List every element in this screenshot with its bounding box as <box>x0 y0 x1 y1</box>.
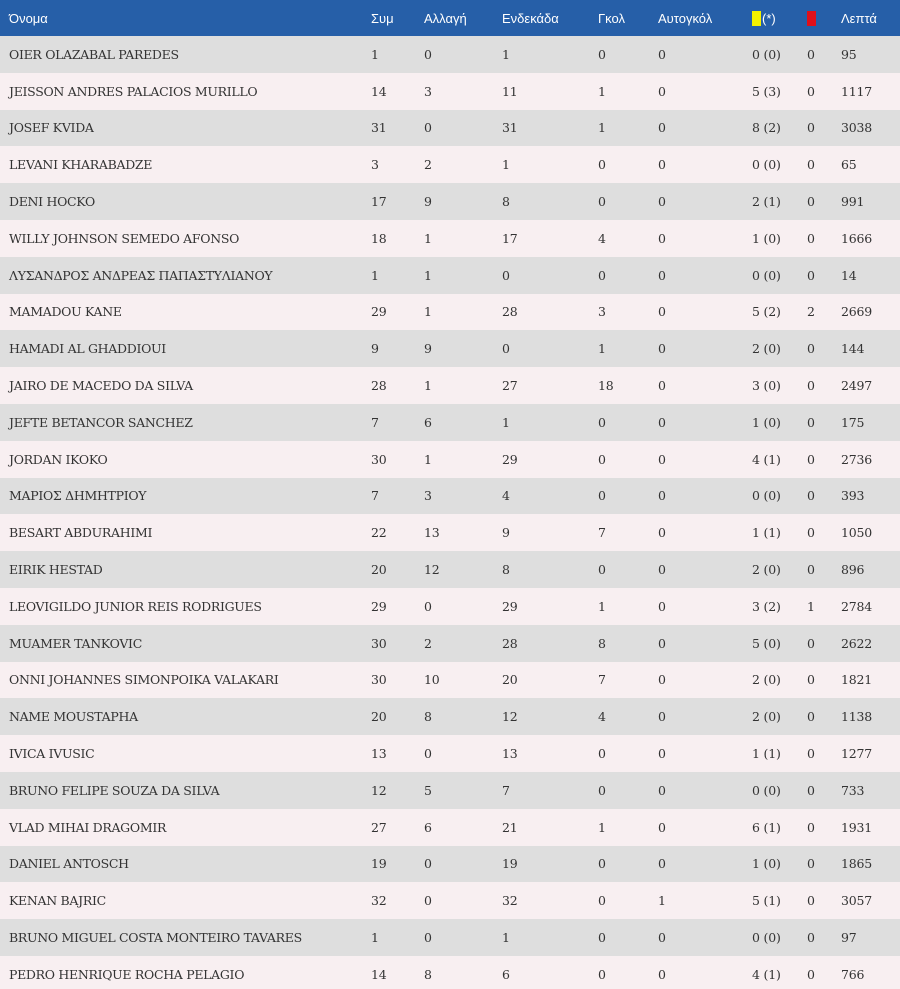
player-name[interactable]: JORDAN IKOKO <box>9 451 108 467</box>
table-row <box>0 110 900 147</box>
appearances-cell: 1 <box>371 46 379 62</box>
own-goals-cell: 0 <box>658 83 666 99</box>
starts-cell: 29 <box>502 451 518 467</box>
substitutions-cell: 1 <box>424 304 432 320</box>
substitutions-cell: 1 <box>424 378 432 394</box>
starts-cell: 11 <box>502 83 518 99</box>
appearances-cell: 29 <box>371 304 387 320</box>
player-name[interactable]: IVICA IVUSIC <box>9 746 95 762</box>
yellow-cards-cell: 5 (1) <box>752 893 781 909</box>
table-row <box>0 478 900 515</box>
header-substitutions[interactable]: Αλλαγή <box>424 10 467 26</box>
red-cards-cell: 0 <box>807 819 815 835</box>
appearances-cell: 14 <box>371 966 387 982</box>
header-starts[interactable]: Ενδεκάδα <box>502 10 559 26</box>
minutes-cell: 991 <box>841 194 865 210</box>
yellow-cards-cell: 1 (1) <box>752 525 781 541</box>
table-row <box>0 956 900 989</box>
red-cards-cell: 0 <box>807 230 815 246</box>
own-goals-cell: 0 <box>658 598 666 614</box>
appearances-cell: 13 <box>371 746 387 762</box>
own-goals-cell: 0 <box>658 488 666 504</box>
red-cards-cell: 0 <box>807 83 815 99</box>
starts-cell: 8 <box>502 562 510 578</box>
appearances-cell: 27 <box>371 819 387 835</box>
table-row <box>0 183 900 220</box>
red-card-icon <box>807 11 816 26</box>
table-row <box>0 367 900 404</box>
table-row <box>0 294 900 331</box>
own-goals-cell: 0 <box>658 709 666 725</box>
table-row <box>0 441 900 478</box>
table-row <box>0 551 900 588</box>
player-name[interactable]: MAMADOU KANE <box>9 304 122 320</box>
minutes-cell: 1865 <box>841 856 873 872</box>
goals-cell: 0 <box>598 488 606 504</box>
yellow-cards-cell: 6 (1) <box>752 819 781 835</box>
minutes-cell: 14 <box>841 267 857 283</box>
starts-cell: 21 <box>502 819 518 835</box>
starts-cell: 31 <box>502 120 518 136</box>
header-own-goals[interactable]: Αυτογκόλ <box>658 10 713 26</box>
goals-cell: 0 <box>598 194 606 210</box>
table-row <box>0 698 900 735</box>
appearances-cell: 9 <box>371 341 379 357</box>
substitutions-cell: 8 <box>424 709 432 725</box>
player-name[interactable]: PEDRO HENRIQUE ROCHA PELAGIO <box>9 966 245 982</box>
table-row <box>0 330 900 367</box>
goals-cell: 1 <box>598 598 606 614</box>
red-cards-cell: 0 <box>807 672 815 688</box>
appearances-cell: 20 <box>371 562 387 578</box>
player-name[interactable]: BRUNO FELIPE SOUZA DA SILVA <box>9 782 220 798</box>
appearances-cell: 7 <box>371 414 379 430</box>
own-goals-cell: 0 <box>658 120 666 136</box>
starts-cell: 32 <box>502 893 518 909</box>
appearances-cell: 3 <box>371 157 379 173</box>
table-row <box>0 514 900 551</box>
minutes-cell: 144 <box>841 341 865 357</box>
own-goals-cell: 0 <box>658 966 666 982</box>
red-cards-cell: 0 <box>807 451 815 467</box>
substitutions-cell: 5 <box>424 782 432 798</box>
yellow-cards-cell: 5 (3) <box>752 83 781 99</box>
yellow-cards-cell: 0 (0) <box>752 488 781 504</box>
starts-cell: 27 <box>502 378 518 394</box>
table-row <box>0 73 900 110</box>
substitutions-cell: 3 <box>424 488 432 504</box>
player-name[interactable]: ΜΑΡΙΟΣ ΔΗΜΗΤΡΙΟΥ <box>9 488 147 504</box>
minutes-cell: 65 <box>841 157 857 173</box>
starts-cell: 0 <box>502 267 510 283</box>
goals-cell: 3 <box>598 304 606 320</box>
own-goals-cell: 0 <box>658 46 666 62</box>
table-row <box>0 588 900 625</box>
goals-cell: 0 <box>598 562 606 578</box>
yellow-cards-cell: 0 (0) <box>752 782 781 798</box>
minutes-cell: 2669 <box>841 304 873 320</box>
player-name[interactable]: JAIRO DE MACEDO DA SILVA <box>9 378 193 394</box>
yellow-cards-cell: 0 (0) <box>752 157 781 173</box>
yellow-cards-cell: 2 (0) <box>752 341 781 357</box>
goals-cell: 0 <box>598 267 606 283</box>
table-row <box>0 882 900 919</box>
goals-cell: 4 <box>598 230 606 246</box>
substitutions-cell: 13 <box>424 525 440 541</box>
starts-cell: 28 <box>502 635 518 651</box>
substitutions-cell: 0 <box>424 746 432 762</box>
table-body <box>0 36 900 989</box>
yellow-cards-cell: 2 (0) <box>752 562 781 578</box>
player-name[interactable]: OIER OLAZABAL PAREDES <box>9 46 179 62</box>
appearances-cell: 30 <box>371 672 387 688</box>
substitutions-cell: 8 <box>424 966 432 982</box>
substitutions-cell: 0 <box>424 120 432 136</box>
header-minutes[interactable]: Λεπτά <box>841 10 877 26</box>
red-cards-cell: 0 <box>807 157 815 173</box>
player-name[interactable]: WILLY JOHNSON SEMEDO AFONSO <box>9 230 240 246</box>
player-name[interactable]: HAMADI AL GHADDIOUI <box>9 341 166 357</box>
yellow-cards-cell: 5 (0) <box>752 635 781 651</box>
yellow-card-icon <box>752 11 761 26</box>
yellow-cards-cell: 1 (0) <box>752 856 781 872</box>
own-goals-cell: 0 <box>658 856 666 872</box>
minutes-cell: 733 <box>841 782 865 798</box>
minutes-cell: 175 <box>841 414 865 430</box>
substitutions-cell: 2 <box>424 635 432 651</box>
goals-cell: 0 <box>598 856 606 872</box>
table-row <box>0 404 900 441</box>
goals-cell: 0 <box>598 414 606 430</box>
starts-cell: 20 <box>502 672 518 688</box>
appearances-cell: 18 <box>371 230 387 246</box>
yellow-cards-cell: 3 (2) <box>752 598 781 614</box>
starts-cell: 12 <box>502 709 518 725</box>
red-cards-cell: 0 <box>807 746 815 762</box>
appearances-cell: 14 <box>371 83 387 99</box>
goals-cell: 0 <box>598 893 606 909</box>
minutes-cell: 1821 <box>841 672 873 688</box>
substitutions-cell: 0 <box>424 46 432 62</box>
goals-cell: 4 <box>598 709 606 725</box>
goals-cell: 0 <box>598 157 606 173</box>
yellow-cards-cell: 8 (2) <box>752 120 781 136</box>
red-cards-cell: 0 <box>807 709 815 725</box>
red-cards-cell: 0 <box>807 782 815 798</box>
yellow-cards-cell: 3 (0) <box>752 378 781 394</box>
appearances-cell: 1 <box>371 930 379 946</box>
yellow-cards-cell: 1 (0) <box>752 230 781 246</box>
player-name[interactable]: BESART ABDURAHIMI <box>9 525 153 541</box>
own-goals-cell: 0 <box>658 230 666 246</box>
substitutions-cell: 12 <box>424 562 440 578</box>
starts-cell: 9 <box>502 525 510 541</box>
table-row <box>0 146 900 183</box>
yellow-cards-cell: 0 (0) <box>752 267 781 283</box>
substitutions-cell: 6 <box>424 819 432 835</box>
minutes-cell: 1931 <box>841 819 873 835</box>
minutes-cell: 2497 <box>841 378 873 394</box>
red-cards-cell: 0 <box>807 562 815 578</box>
yellow-cards-cell: 4 (1) <box>752 451 781 467</box>
substitutions-cell: 6 <box>424 414 432 430</box>
own-goals-cell: 0 <box>658 451 666 467</box>
table-row <box>0 662 900 699</box>
goals-cell: 7 <box>598 525 606 541</box>
yellow-card-suffix: (*) <box>762 11 776 27</box>
player-name[interactable]: LEVANI KHARABADZE <box>9 157 153 173</box>
appearances-cell: 31 <box>371 120 387 136</box>
red-cards-cell: 0 <box>807 635 815 651</box>
table-header-row <box>0 0 900 36</box>
own-goals-cell: 0 <box>658 157 666 173</box>
starts-cell: 1 <box>502 46 510 62</box>
yellow-cards-cell: 1 (1) <box>752 746 781 762</box>
substitutions-cell: 0 <box>424 930 432 946</box>
substitutions-cell: 1 <box>424 267 432 283</box>
own-goals-cell: 0 <box>658 672 666 688</box>
own-goals-cell: 0 <box>658 267 666 283</box>
table-row <box>0 919 900 956</box>
substitutions-cell: 2 <box>424 157 432 173</box>
minutes-cell: 896 <box>841 562 865 578</box>
minutes-cell: 1117 <box>841 83 873 99</box>
own-goals-cell: 0 <box>658 304 666 320</box>
starts-cell: 1 <box>502 414 510 430</box>
own-goals-cell: 0 <box>658 341 666 357</box>
yellow-cards-cell: 0 (0) <box>752 930 781 946</box>
table-row <box>0 257 900 294</box>
own-goals-cell: 0 <box>658 414 666 430</box>
goals-cell: 7 <box>598 672 606 688</box>
appearances-cell: 28 <box>371 378 387 394</box>
own-goals-cell: 0 <box>658 525 666 541</box>
own-goals-cell: 0 <box>658 819 666 835</box>
own-goals-cell: 0 <box>658 378 666 394</box>
red-cards-cell: 0 <box>807 267 815 283</box>
minutes-cell: 393 <box>841 488 865 504</box>
appearances-cell: 32 <box>371 893 387 909</box>
starts-cell: 8 <box>502 194 510 210</box>
table-row <box>0 625 900 662</box>
minutes-cell: 766 <box>841 966 865 982</box>
red-cards-cell: 0 <box>807 194 815 210</box>
player-name[interactable]: JOSEF KVIDA <box>9 120 94 136</box>
player-name[interactable]: VLAD MIHAI DRAGOMIR <box>9 819 167 835</box>
red-cards-cell: 0 <box>807 893 815 909</box>
goals-cell: 0 <box>598 451 606 467</box>
goals-cell: 8 <box>598 635 606 651</box>
header-appearances[interactable]: Συμ <box>371 10 394 26</box>
goals-cell: 1 <box>598 120 606 136</box>
player-name[interactable]: DENI HOCKO <box>9 194 95 210</box>
own-goals-cell: 0 <box>658 562 666 578</box>
goals-cell: 1 <box>598 819 606 835</box>
starts-cell: 19 <box>502 856 518 872</box>
yellow-cards-cell: 2 (0) <box>752 709 781 725</box>
goals-cell: 0 <box>598 782 606 798</box>
starts-cell: 17 <box>502 230 518 246</box>
appearances-cell: 17 <box>371 194 387 210</box>
starts-cell: 13 <box>502 746 518 762</box>
minutes-cell: 3057 <box>841 893 873 909</box>
goals-cell: 0 <box>598 930 606 946</box>
appearances-cell: 1 <box>371 267 379 283</box>
header-yellow-cards[interactable] <box>743 0 798 36</box>
red-cards-cell: 0 <box>807 414 815 430</box>
yellow-cards-cell: 2 (0) <box>752 672 781 688</box>
own-goals-cell: 1 <box>658 893 666 909</box>
red-cards-cell: 0 <box>807 120 815 136</box>
player-name[interactable]: KENAN BAJRIC <box>9 893 106 909</box>
own-goals-cell: 0 <box>658 635 666 651</box>
red-cards-cell: 2 <box>807 304 815 320</box>
table-row <box>0 846 900 883</box>
player-name[interactable]: BRUNO MIGUEL COSTA MONTEIRO TAVARES <box>9 930 302 946</box>
appearances-cell: 7 <box>371 488 379 504</box>
table-row <box>0 220 900 257</box>
player-name[interactable]: EIRIK HESTAD <box>9 562 103 578</box>
appearances-cell: 22 <box>371 525 387 541</box>
red-cards-cell: 0 <box>807 930 815 946</box>
own-goals-cell: 0 <box>658 194 666 210</box>
starts-cell: 1 <box>502 930 510 946</box>
header-goals[interactable]: Γκολ <box>598 10 625 26</box>
own-goals-cell: 0 <box>658 782 666 798</box>
starts-cell: 6 <box>502 966 510 982</box>
starts-cell: 7 <box>502 782 510 798</box>
substitutions-cell: 10 <box>424 672 440 688</box>
red-cards-cell: 0 <box>807 525 815 541</box>
substitutions-cell: 9 <box>424 341 432 357</box>
red-cards-cell: 0 <box>807 341 815 357</box>
substitutions-cell: 0 <box>424 598 432 614</box>
starts-cell: 29 <box>502 598 518 614</box>
own-goals-cell: 0 <box>658 930 666 946</box>
substitutions-cell: 1 <box>424 230 432 246</box>
player-name[interactable]: LEOVIGILDO JUNIOR REIS RODRIGUES <box>9 598 262 614</box>
minutes-cell: 2736 <box>841 451 873 467</box>
red-cards-cell: 0 <box>807 488 815 504</box>
header-name[interactable]: Όνομα <box>9 10 48 26</box>
goals-cell: 0 <box>598 746 606 762</box>
minutes-cell: 3038 <box>841 120 873 136</box>
starts-cell: 4 <box>502 488 510 504</box>
minutes-cell: 2784 <box>841 598 873 614</box>
substitutions-cell: 0 <box>424 856 432 872</box>
table-row <box>0 735 900 772</box>
minutes-cell: 1277 <box>841 746 873 762</box>
red-cards-cell: 1 <box>807 598 815 614</box>
table-row <box>0 772 900 809</box>
minutes-cell: 2622 <box>841 635 873 651</box>
yellow-cards-cell: 2 (1) <box>752 194 781 210</box>
appearances-cell: 30 <box>371 451 387 467</box>
goals-cell: 0 <box>598 966 606 982</box>
red-cards-cell: 0 <box>807 966 815 982</box>
player-name[interactable]: JEFTE BETANCOR SANCHEZ <box>9 414 193 430</box>
goals-cell: 18 <box>598 378 614 394</box>
red-cards-cell: 0 <box>807 378 815 394</box>
minutes-cell: 97 <box>841 930 857 946</box>
yellow-cards-cell: 0 (0) <box>752 46 781 62</box>
yellow-cards-cell: 4 (1) <box>752 966 781 982</box>
minutes-cell: 1666 <box>841 230 873 246</box>
yellow-cards-cell: 1 (0) <box>752 414 781 430</box>
appearances-cell: 19 <box>371 856 387 872</box>
goals-cell: 1 <box>598 83 606 99</box>
table-row <box>0 36 900 73</box>
substitutions-cell: 1 <box>424 451 432 467</box>
minutes-cell: 1050 <box>841 525 873 541</box>
starts-cell: 1 <box>502 157 510 173</box>
red-cards-cell: 0 <box>807 46 815 62</box>
minutes-cell: 1138 <box>841 709 873 725</box>
goals-cell: 1 <box>598 341 606 357</box>
appearances-cell: 20 <box>371 709 387 725</box>
starts-cell: 0 <box>502 341 510 357</box>
goals-cell: 0 <box>598 46 606 62</box>
player-name[interactable]: ONNI JOHANNES SIMONPOIKA VALAKARI <box>9 672 279 688</box>
header-red-cards[interactable] <box>798 0 832 36</box>
player-name[interactable]: MUAMER TANKOVIC <box>9 635 142 651</box>
player-name[interactable]: ΛΥΣΑΝΔΡΟΣ ΑΝΔΡΕΑΣ ΠΑΠΑΣΤΥΛΙΑΝΟΥ <box>9 267 273 283</box>
red-cards-cell: 0 <box>807 856 815 872</box>
own-goals-cell: 0 <box>658 746 666 762</box>
appearances-cell: 29 <box>371 598 387 614</box>
substitutions-cell: 0 <box>424 893 432 909</box>
substitutions-cell: 9 <box>424 194 432 210</box>
player-name[interactable]: DANIEL ANTOSCH <box>9 856 129 872</box>
appearances-cell: 30 <box>371 635 387 651</box>
table-row <box>0 809 900 846</box>
player-name[interactable]: NAME MOUSTAPHA <box>9 709 138 725</box>
starts-cell: 28 <box>502 304 518 320</box>
yellow-cards-cell: 5 (2) <box>752 304 781 320</box>
substitutions-cell: 3 <box>424 83 432 99</box>
appearances-cell: 12 <box>371 782 387 798</box>
player-name[interactable]: JEISSON ANDRES PALACIOS MURILLO <box>9 83 258 99</box>
minutes-cell: 95 <box>841 46 857 62</box>
